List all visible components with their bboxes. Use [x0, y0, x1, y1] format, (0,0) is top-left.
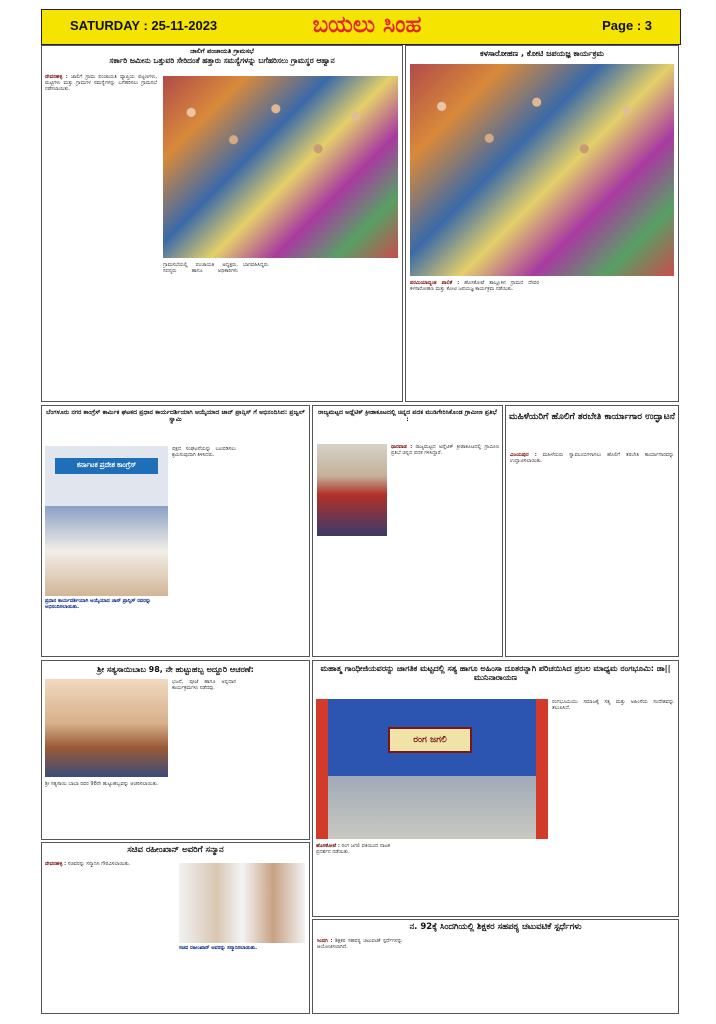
article-body: ಪರಮಿಯಾದ್ಯಂತ ಪಾಲಿಕೆ : ಹೊಸಕೋಟೆ ತಾಲ್ಲೂಕಿನ ಗ್ರಾಮದ ದೇವರ ಕಳಸಾರೋಹಣ ಮತ್ತು ಕೋಟಿ ಜಪಯಜ್ಞ ಕಾರ್ಯಕ್ರಮ ನಡೆಯಿತು. — [410, 280, 540, 293]
article-body: ಭಜನೆ, ಪೂಜೆ ಹಾಗೂ ಅನ್ನದಾನ ಕಾರ್ಯಕ್ರಮಗಳು ನಡೆದವು. — [172, 679, 236, 692]
page-number: Page : 3 — [602, 18, 652, 33]
article-headline: ಕಳಸಾರೋಹಣ , ಕೋಟಿ ಜಪಯಜ್ಞ ಕಾರ್ಯಕ್ರಮ — [480, 49, 604, 58]
article-headline: ಮಹಿಳೆಯರಿಗೆ ಹೊಲಿಗೆ ತರಬೇತಿ ಕಾರ್ಯಾಗಾರ ಉದ್ಘಾಟನೆ — [509, 412, 675, 422]
article-competitions — [312, 919, 679, 1014]
article-body: ಧಾರವಾಡ : ರಾಜ್ಯಮಟ್ಟದ ಅಥ್ಲೆಟಿಕ್ ಕ್ರೀಡಾಕೂಟದಲ್ಲಿ ಗ್ರಾಮೀಣ ಪ್ರತಿಭೆ ಚಿನ್ನದ ಪದಕ ಗಳಿಸಿದ್ದಾರೆ. — [391, 444, 499, 457]
article-women-training — [505, 405, 679, 657]
procession-photo — [410, 64, 674, 276]
article-gandhi-theatre — [312, 660, 679, 917]
article-gram-sabha — [41, 45, 403, 402]
article-congress — [41, 405, 310, 657]
article-body: ಸಿಂದಗಿ : ಶಿಕ್ಷಕರ ಸಹಪಠ್ಯ ಚಟುವಟಿಕೆ ಸ್ಪರ್ಧೆಗಳನ್ನು ಆಯೋಜಿಸಲಾಗಿದೆ. — [317, 938, 403, 951]
article-body-continued: ಗ್ರಾಮಸಭೆಯಲ್ಲಿ ಪಂಚಾಯತಿ ಅಧ್ಯಕ್ಷರು, ಸದಸ್ಯರು ಹಾಗೂ ಅಧಿಕಾರಿಗಳು ಭಾಗವಹಿಸಿದ್ದರು. — [163, 262, 270, 275]
article-headline: ಮಹಾತ್ಮ ಗಾಂಧೀಜಿಯವರನ್ನು ಜಾಗತಿಕ ಮಟ್ಟದಲ್ಲಿ ಸತ್ಯ ಹಾಗೂ ಅಹಿಂಸಾ ದೂತರನ್ನಾಗಿ ಪರಿಚಯಿಸಿದ ಪ್ರಬಲ ಮಾಧ್ಯಮ ರಂಗಭೂಮಿ: ಡಾ|| ಮುನಿನಾರಾಯಣ — [320, 664, 671, 683]
photo-caption: ಶ್ರೀ ಸತ್ಯಸಾಯಿ ಬಾಬಾ ರವರ 98ನೇ ಹುಟ್ಟುಹಬ್ಬವನ್ನು ಆಚರಿಸಲಾಯಿತು. — [45, 781, 159, 787]
newspaper-title: ಬಯಲು ಸಿಂಹ — [312, 12, 422, 38]
article-headline: ನ. 92ಕ್ಕೆ ಸಿಂದಗಿಯಲ್ಲಿ ಶಿಕ್ಷಕರ ಸಹಪಠ್ಯ ಚಟುವಟಿಕೆ ಸ್ಪರ್ಧೆಗಳು — [409, 922, 582, 932]
photo-caption: ಪ್ರಧಾನ ಕಾರ್ಯದರ್ಶಿಯಾಗಿ ಆಯ್ಕೆಯಾದ ಜಾನ್ ಪ್ರಾನ್ಸಿಸ್ ರವರನ್ನು ಅಭಿನಂದಿಸಲಾಯಿತು. — [45, 598, 168, 620]
article-body: ದೇವನಹಳ್ಳಿ : ಜಾಲಿಗೆ ಗ್ರಾಮ ಪಂಚಾಯತಿ ವ್ಯಾಪ್ತಿಯ ಪಟ್ಟಣಗಳು, ಮಟ್ಟಿಗಳು ಮತ್ತು ಗ್ರಾಮಗಳ ಸಮಸ್ಯೆಗಳನ್ನು ಬಗೆಹರಿಸಲು ಗ್ರಾಮಸಭೆ ನಡೆಸಲಾಯಿತು. — [45, 74, 157, 93]
article-headline: ಬೆಂಗಳೂರು ನಗರ ಕಾಂಗ್ರೆಸ್ ಕಾರ್ಮಿಕ ಘಟಕದ ಪ್ರಧಾನ ಕಾರ್ಯದರ್ಶಿಯಾಗಿ ಆಯ್ಕೆಯಾದ ಜಾನ್ ಪ್ರಾನ್ಸಿಸ್ ಗೆ ಅಭಿನಂದಿಸಿದ: ಪ್ರಜ್ವಲ್ ಸ್ವಾಮಿ — [46, 409, 305, 424]
article-body: ದೇವನಹಳ್ಳಿ : ಸಚಿವರನ್ನು ಸನ್ಮಾನಿಸಿ ಗೌರವಿಸಲಾಯಿತು. — [45, 861, 131, 867]
article-headline: ಸರ್ಕಾರಿ ಜಮೀನು ಒತ್ತುವರಿ ಸೇರಿದಂತೆ ಹತ್ತಾರು ಸಮಸ್ಯೆಗಳನ್ನು ಬಗೆಹರಿಸಲು ಗ್ರಾಮಸ್ಥರ ಆಹ್ವಾನ — [109, 56, 335, 65]
article-headline: ರಾಜ್ಯಮಟ್ಟದ ಅಥ್ಲೆಟಿಕ್ ಕ್ರೀಡಾಕೂಟದಲ್ಲಿ ಚಿನ್ನದ ಪದಕ ಮುಡಿಗೇರಿಸಿಕೊಂಡ ಗ್ರಾಮೀಣ ಪ್ರತಿಭೆ : — [318, 409, 497, 424]
stage-banner-text: ರಂಗ ಜಗಲಿ — [388, 727, 472, 753]
article-body: ವಿಜಯಪುರ : ಮಹಿಳೆಯರು ಸ್ವಾವಲಂಬಿಗಳಾಗಲು ಹೊಲಿಗೆ ತರಬೇತಿ ಕಾರ್ಯಾಗಾರವನ್ನು ಉದ್ಘಾಟಿಸಲಾಯಿತು. — [510, 452, 674, 465]
athlete-photo — [317, 444, 387, 536]
article-rahim-khan — [41, 842, 310, 1014]
article-body-continued: ರಂಗಭೂಮಿಯು ಸಮಾಜಕ್ಕೆ ಸತ್ಯ ಮತ್ತು ಅಹಿಂಸೆಯ ಸಂದೇಶವನ್ನು ತಲುಪಿಸಿದೆ. — [552, 699, 674, 712]
banner-text: ಕರ್ನಾಟಕ ಪ್ರದೇಶ ಕಾಂಗ್ರೆಸ್ — [55, 458, 158, 474]
article-sports — [312, 405, 503, 657]
article-kicker: ಜಾಲಿಗೆ ಪಂಚಾಯತಿ ಗ್ರಾಮಸಭೆ — [190, 47, 254, 55]
article-headline: ಸಚಿವ ರಹೀಂಖಾನ್ ಅವರಿಗೆ ಸನ್ಮಾನ — [127, 845, 224, 855]
article-kalasha — [405, 45, 679, 402]
photo-caption: ಸಚಿವ ರಹೀಂಖಾನ್ ಅವರನ್ನು ಸನ್ಮಾನಿಸಲಾಯಿತು. — [179, 945, 305, 971]
felicitation-photo — [179, 863, 305, 943]
masthead — [41, 9, 681, 45]
article-sai-baba — [41, 660, 310, 840]
congress-photo — [45, 446, 168, 596]
article-body: ಹೊಸಕೋಟೆ : ರಂಗ ಜಗಲಿ ವತಿಯಿಂದ ನಾಟಕ ಪ್ರದರ್ಶನ ನಡೆಯಿತು. — [316, 843, 390, 856]
sai-baba-photo — [45, 679, 168, 777]
gram-sabha-photo — [163, 76, 398, 258]
stage-play-photo — [316, 699, 548, 839]
article-body: ಪಕ್ಷದ ಸಂಘಟನೆಯನ್ನು ಬಲಪಡಿಸಲು ಶ್ರಮಿಸುವುದಾಗಿ ತಿಳಿಸಿದರು. — [172, 446, 236, 459]
article-headline: ಶ್ರೀ ಸತ್ಯಸಾಯಿಬಾಬ 98, ನೇ ಹುಟ್ಟುಹಬ್ಬ ಅದ್ದೂರಿ ಆಚರಣೆ: — [97, 665, 254, 674]
issue-date: SATURDAY : 25-11-2023 — [70, 18, 218, 33]
